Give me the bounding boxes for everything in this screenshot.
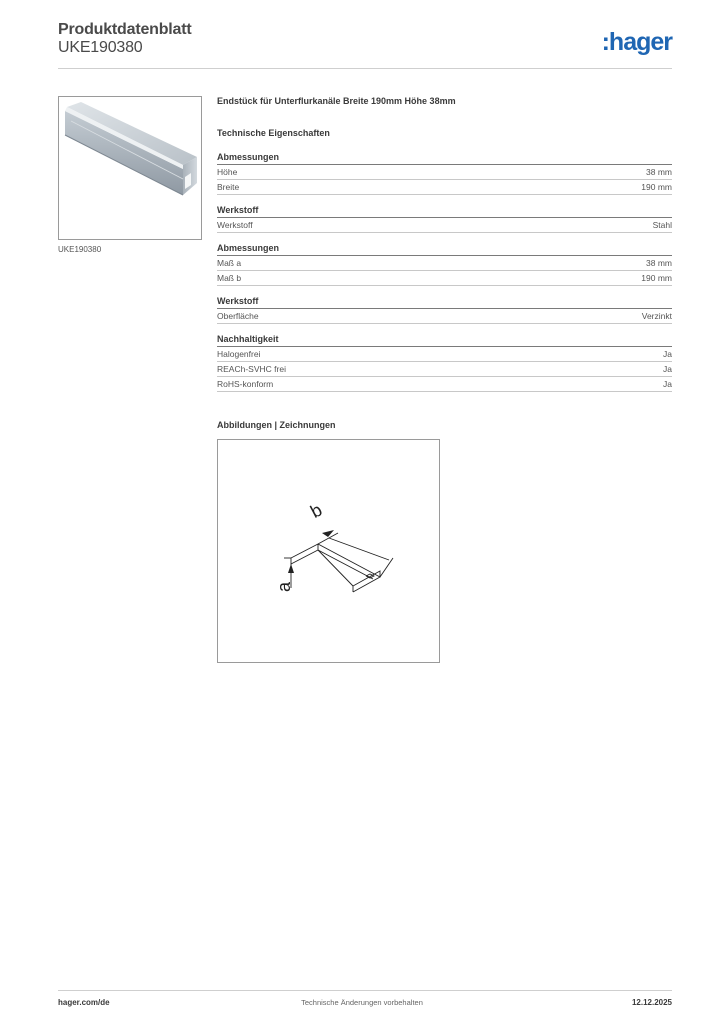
technical-data — [217, 96, 672, 402]
property-group — [217, 243, 672, 286]
dimension-label-b: b — [307, 499, 326, 522]
property-label: Maß b — [217, 273, 242, 283]
property-row — [217, 180, 672, 195]
property-value: Ja — [663, 349, 672, 359]
property-label: Werkstoff — [217, 220, 253, 230]
group-heading: Abmessungen — [217, 152, 672, 165]
property-value: Ja — [663, 364, 672, 374]
property-row — [217, 347, 672, 362]
footer-divider — [58, 990, 672, 991]
product-code: UKE190380 — [58, 39, 143, 56]
group-heading: Werkstoff — [217, 205, 672, 218]
dimension-drawing-icon — [218, 440, 439, 662]
property-group — [217, 334, 672, 392]
property-row — [217, 362, 672, 377]
property-value: 190 mm — [641, 182, 672, 192]
property-row — [217, 309, 672, 324]
figures-title: Abbildungen | Zeichnungen — [217, 420, 336, 430]
property-value: Verzinkt — [641, 311, 672, 321]
footer-date: 12.12.2025 — [631, 998, 672, 1007]
property-label: Oberfläche — [217, 311, 259, 321]
hager-logo — [602, 28, 672, 56]
footer-notice: Technische Änderungen vorbehalten — [301, 998, 423, 1007]
product-image — [58, 96, 202, 240]
property-group — [217, 296, 672, 324]
property-row — [217, 218, 672, 233]
property-label: REACh-SVHC frei — [217, 364, 286, 374]
property-label: Maß a — [217, 258, 242, 268]
cable-duct-end-piece-photo-icon — [59, 97, 201, 239]
property-row — [217, 377, 672, 392]
footer-website: hager.com/de — [58, 998, 110, 1007]
property-row — [217, 256, 672, 271]
property-label: Breite — [217, 182, 240, 192]
property-value: Stahl — [652, 220, 672, 230]
technical-properties-title: Technische Eigenschaften — [217, 128, 330, 138]
property-value: Ja — [663, 379, 672, 389]
property-group — [217, 152, 672, 195]
group-heading: Abmessungen — [217, 243, 672, 256]
product-image-caption: UKE190380 — [58, 245, 102, 254]
property-row — [217, 271, 672, 286]
dimension-label-a: a — [274, 581, 294, 592]
logo-text: :hager — [601, 28, 672, 56]
property-label: Halogenfrei — [217, 349, 261, 359]
property-row — [217, 165, 672, 180]
property-value: 38 mm — [646, 167, 672, 177]
product-description: Endstück für Unterflurkanäle Breite 190mm Höhe 38mm — [217, 96, 456, 106]
property-value: 38 mm — [646, 258, 672, 268]
dimension-drawing — [217, 439, 440, 663]
property-group — [217, 205, 672, 233]
property-label: RoHS-konform — [217, 379, 274, 389]
page-title: Produktdatenblatt — [58, 21, 192, 38]
header-divider — [58, 68, 672, 69]
group-heading: Nachhaltigkeit — [217, 334, 672, 347]
property-label: Höhe — [217, 167, 238, 177]
group-heading: Werkstoff — [217, 296, 672, 309]
property-value: 190 mm — [641, 273, 672, 283]
